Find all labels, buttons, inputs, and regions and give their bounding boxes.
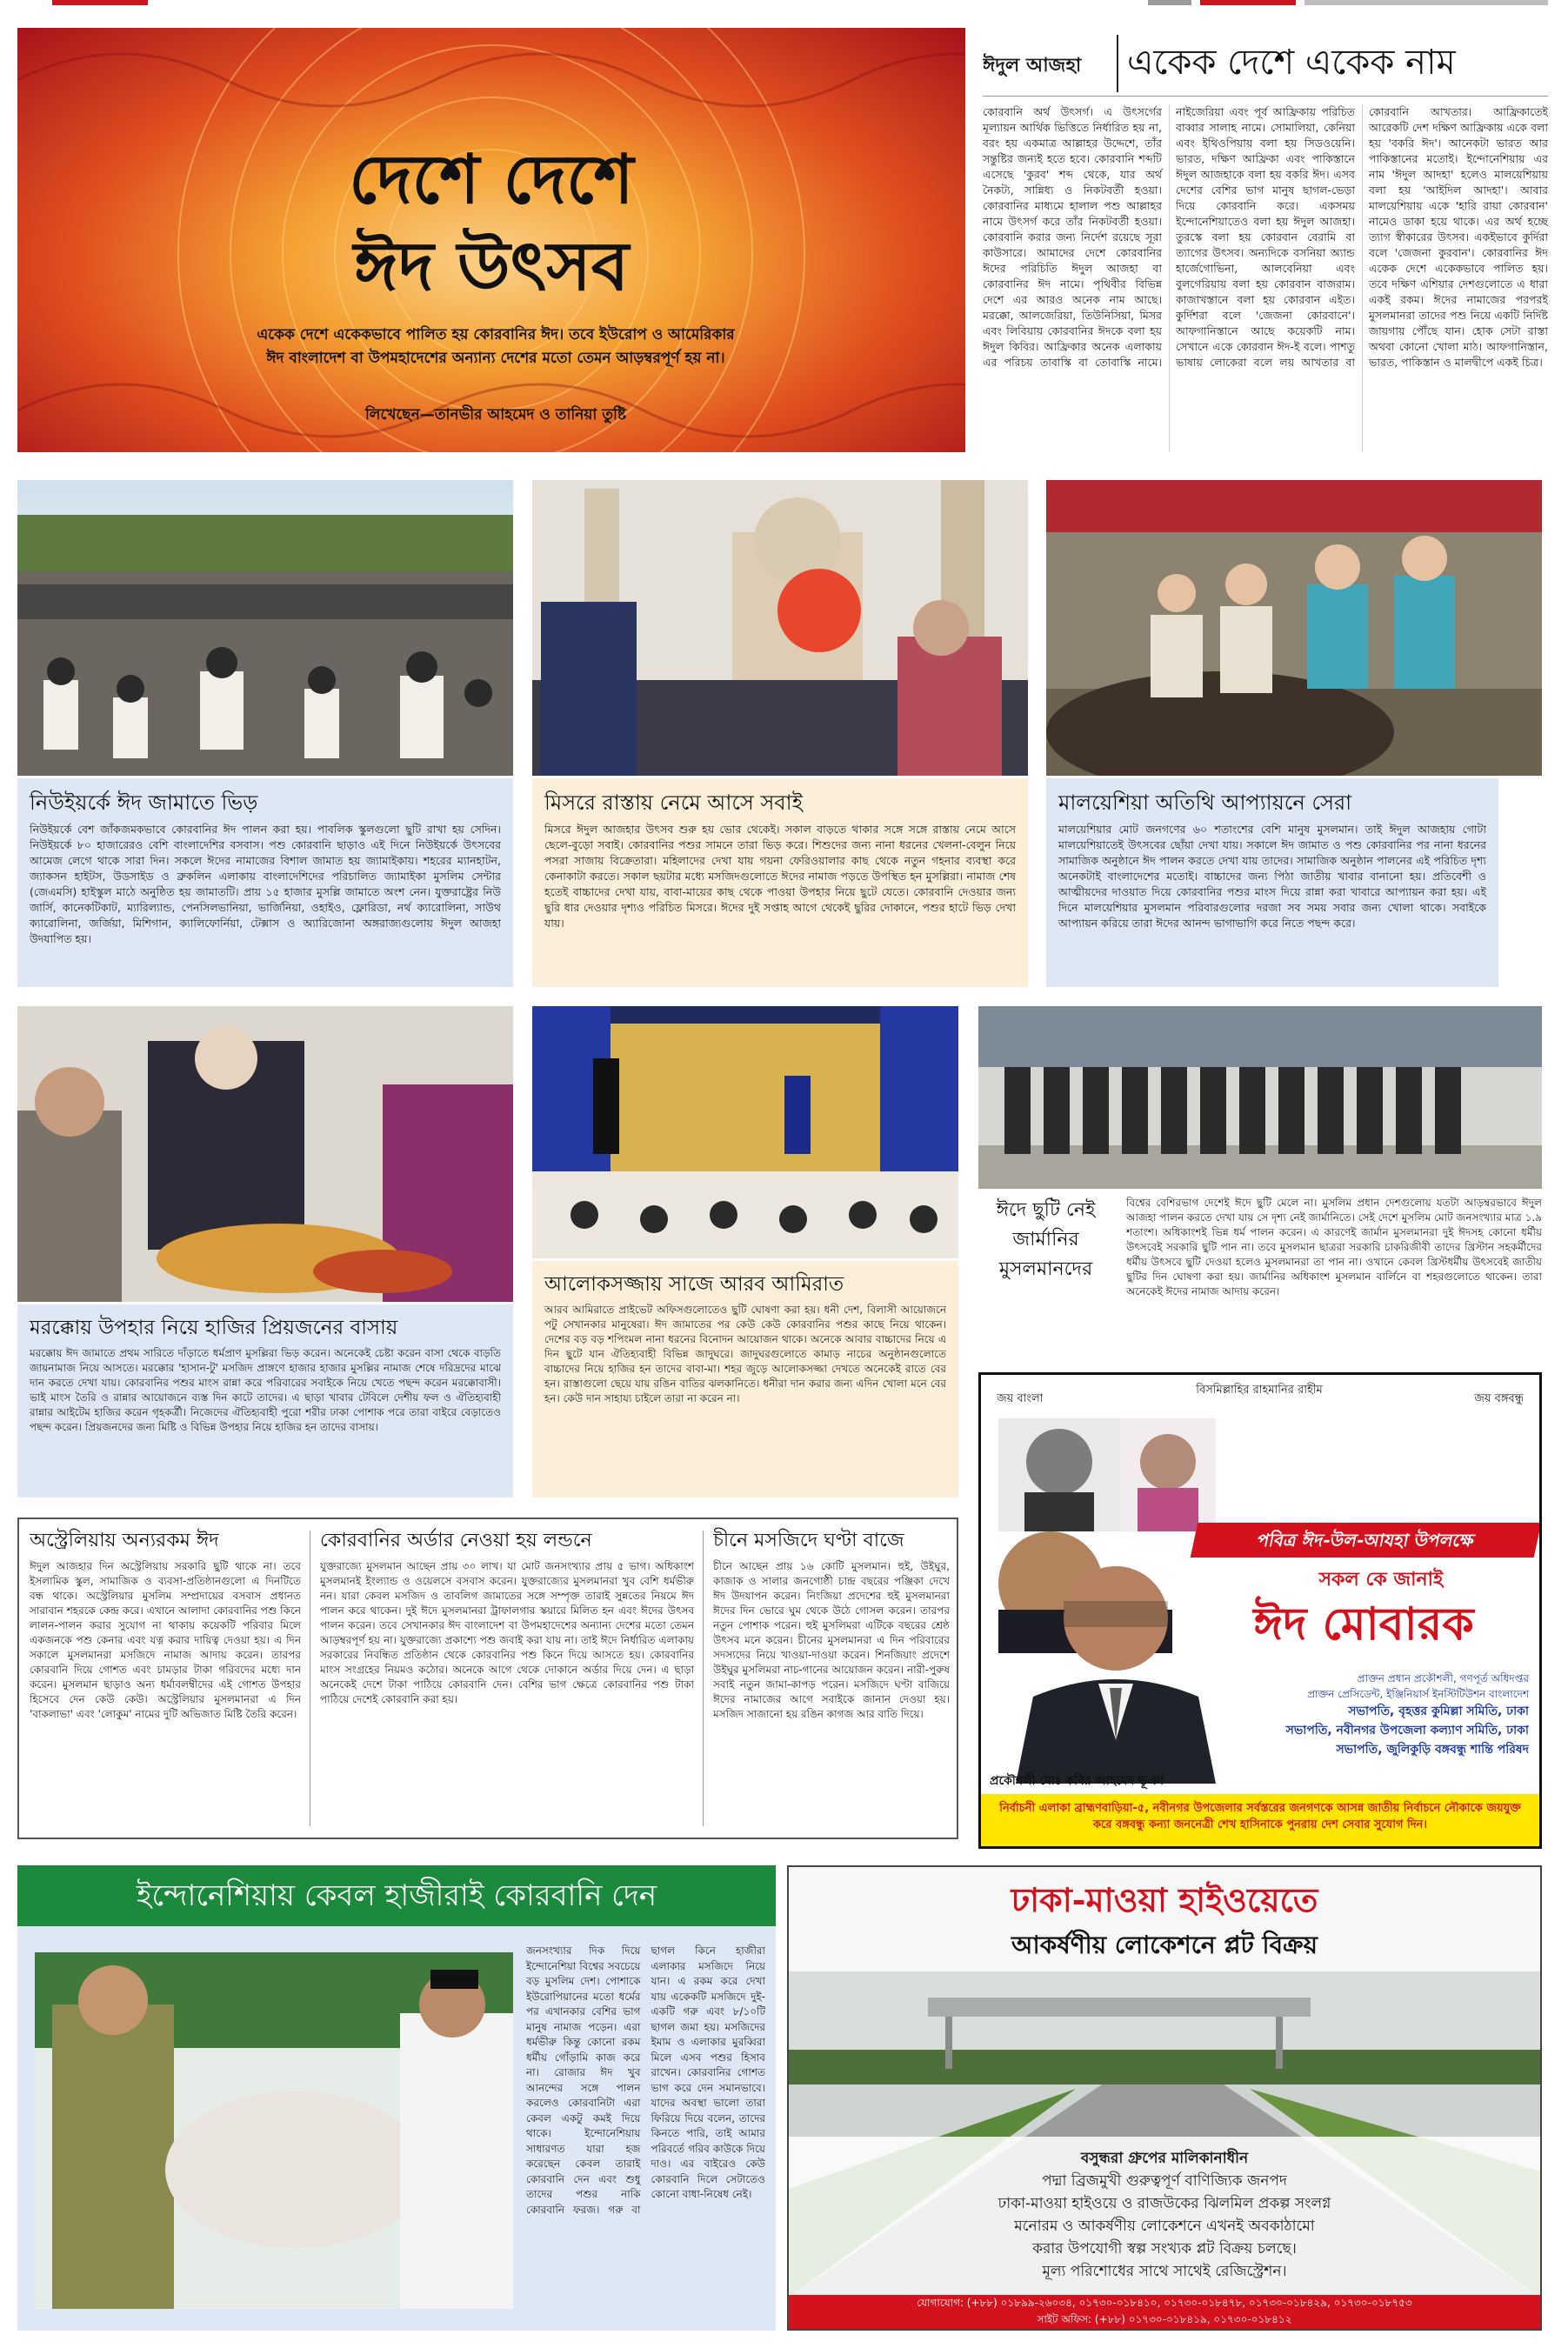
photo-morocco-family bbox=[17, 1006, 513, 1302]
uae-title: আলোকসজ্জায় সাজে আরব আমিরাত bbox=[544, 1273, 844, 1296]
box-malaysia bbox=[1046, 778, 1498, 987]
ad-eid-mubarak bbox=[978, 1372, 1542, 1849]
indonesia-title-bar bbox=[17, 1865, 776, 1926]
ad-eid-role-5: সভাপতি, জুলিকুড়ি বঙ্গবন্ধু শান্তি পরিষদ bbox=[1336, 1743, 1529, 1757]
photo-egypt-street bbox=[532, 480, 1028, 776]
ad-plot-desc-2: পদ্মা ব্রিজমুখী গুরুত্বপূর্ণ বাণিজ্যিক জনপদ bbox=[1042, 2172, 1287, 2190]
top-strip-gray bbox=[1148, 0, 1191, 5]
morocco-title: মরক্কোয় উপহার নিয়ে হাজির প্রিয়জনের বাসায় bbox=[30, 1317, 398, 1339]
hero-banner bbox=[17, 28, 965, 452]
top-strip-red bbox=[52, 0, 148, 5]
box-morocco bbox=[17, 1304, 513, 1498]
top-strip-gray-2 bbox=[1304, 0, 1548, 5]
ad-eid-person-name: প্রকৌশলী মোঃ কবির আহমেদ ভূঞা bbox=[990, 1774, 1164, 1788]
ad-eid-person-photo bbox=[1016, 1540, 1216, 1784]
ad-eid-roles bbox=[1242, 1671, 1529, 1759]
london-body: যুক্তরাজ্যে মুসলমান আছেন প্রায় ৩০ লাখ। যা মোট জনসংখ্যার প্রায় ৫ ভাগ। অধিকাংশ মুসলমানই ইংল্যান্ড ও ওয়েলসে বসবাস করেন। যুক্তরাজ্যের মুসলমানরা খুব বেশি ধর্মভীরু নন। যারা কেবল মসজিদ ও তাবলিগ জামাতের সঙ্গে সম্পৃক্ত তারাই সুন্নতের নিয়মে ঈদ পালন করে থাকেন। দুই ঈদে মুসলমানরা ট্রাফালগার স্কয়ারে মিলিত হন এবং ঈদের উৎসব পালন করেন। তবে সেখানকার ঈদ বাংলাদেশ বা উপমহাদেশের অন্যান্য দেশের মতো তেমন আড়ম্বরপূর্ণ হয় না। যুক্তরাজ্যে প্রকাশ্যে পশু জবাই করা যায় না। তাই ঈদে নির্ধারিত এলাকায় সরকারের নিবন্ধিত প্রতিষ্ঠান থেকে কোরবানির পশু কিনে দিয়ে আসতে হয়। কোরবানির মাংস সংগ্রহের নিয়মও কঠোর। অনেকে আগে থেকে দোকানে অর্ডার দিয়ে দেন। এ ছাড়া অনেকেই দেশে টাকা পাঠিয়ে কোরবানি দেন। বেশির ভাগ ক্ষেত্রে কোরবানির পশু টাকা পাঠিয়ে দেশেই কোরবানি করা হয়। bbox=[320, 1560, 694, 1705]
photo-indonesia-cow bbox=[35, 1952, 513, 2309]
ad-plot-contact bbox=[789, 2295, 1540, 2329]
newyork-body: নিউইয়র্কে বেশ জাঁকজমকভাবে কোরবানির ঈদ পালন করা হয়। পাবলিক স্কুলগুলো ছুটি রাখা হয় সেদিন। নিউইয়র্কে ৮০ হাজারেরও বেশি বাংলাদেশির বসবাস। পশু কোরবানি ছাড়াও এই দিনে নিউইয়র্কে উৎসবের আমেজ লেগে থাকে সারা দিন। সকলে ঈদের নামাজের বিশাল জামাত হয় জ্যামাইকায়। শহরের ম্যানহাটন, জ্যাকসন হাইটস, উডসাইড ও ব্রুকলিন এলাকায় বাংলাদেশিদের পরিচালিত জ্যামাইকা মুসলিম সেন্টার (জেএমসি) হাইস্কুল মাঠে অনুষ্ঠিত হয় জামাতটি। প্রায় ১৫ হাজার মুসল্লি জামাতে অংশ নেন। যুক্তরাষ্ট্রের নিউ জার্সি, কানেকটিকাট, ম্যারিল্যান্ড, পেনসিলভানিয়া, ভার্জিনিয়া, ওহাইও, ফ্লোরিডা, নর্থ ক্যারোলিনা, সাউথ ক্যারোলিনা, জর্জিয়া, মিশিগান, ক্যালিফোর্নিয়া, টেক্সাস ও অ্যারিজোনা অঙ্গরাজ্যগুলোয় ঈদুল আজহা উদযাপিত হয়। bbox=[30, 823, 501, 945]
ad-eid-left-top: জয় বাংলা bbox=[997, 1392, 1044, 1405]
indonesia-body: জনসংখ্যার দিক দিয়ে ইন্দোনেশিয়া বিশ্বের সবচেয়ে বড় মুসলিম দেশ। পোশাকে ইউরোপিয়ানের মতো ধর্মের পর এখানকার বেশির ভাগ মানুষ নামাজ পড়েন। এরা ধর্মভীরু কিন্তু কোনো রকম ধর্মীয় গোঁড়ামি কাজ করে না। রোজার ঈদ খুব আনন্দের সঙ্গে পালন করলেও কোরবানিটা এরা কেবল একটু কমই দিয়ে থাকে। ইন্দোনেশিয়ায় সাধারণত যারা হজ করেছেন কেবল তারাই কোরবানি দেন এবং শুধু তাদের পশুর নাকি কোরবানি ফরজ। গরু বা ছাগল কিনে হাজীরা এলাকার মসজিদে নিয়ে যান। এ রকম করে দেখা যায় একেকটি মসজিদে দুই-একটি গরু এবং ৮/১০টি ছাগল জমা হয়। মসজিদের ইমাম ও এলাকার মুরব্বিরা মিলে এসব পশুর হিসাব রাখেন। কোরবানির গোশত ভাগ করে দেন সমানভাবে। যাদের অবস্থা ভালো তারা ফিরিয়ে দিয়ে বলেন, তাদের কিনতে পারি, তাই আমার পরিবর্তে গরিব কাউকে দিয়ে দাও। এর বাইরেও কেউ কোরবানি দিলে সেটাতেও কোনো বাধা-নিষেধ নেই। bbox=[526, 1944, 765, 2216]
row3-divider-2 bbox=[703, 1531, 704, 1826]
ad-eid-headline: ঈদ মোবারক bbox=[1253, 1598, 1474, 1651]
ad-eid-line2: সকল কে জানাই bbox=[1318, 1569, 1444, 1591]
ad-plot-desc bbox=[824, 2147, 1505, 2283]
indonesia-title: ইন্দোনেশিয়ায় কেবল হাজীরাই কোরবানি দেন bbox=[136, 1878, 657, 1913]
uae-body: আরব আমিরাতে প্রাইভেট অফিসগুলোতেও ছুটি ঘোষণা করা হয়। ধনী দেশ, বিলাসী আয়োজনে পটু সেখানকার মানুষেরা। ঈদ জামাতের পর কেউ কেউ কোরবানির পশুর কাছে নিয়ে থাকেন। দেশের বড় বড় শপিংমল নানা ধরনের বিনোদন আয়োজন থাকে। অনেকে আবার বাচ্চাদের নিয়ে এ দিন ছুটে যান ঐতিহ্যবাহী বিভিন্ন জাদুঘরে। জাদুঘরগুলোতে কামাড় নাচের অনুষ্ঠানগুলোতে বাচ্চাদের নিয়ে হাজির হন তাদের বাবা-মা। শহর জুড়ে আলোকসজ্জা দেখতে অনেকেই রাতে বের হন। রাস্তাগুলো ছেয়ে যায় রঙিন বাতির ঝলকানিতে। ধনীরা দান করার জন্য এদিন খোলা মনে বের হন। কেউ দান সাহায্য চাইলে তারা না করেন না। bbox=[544, 1304, 946, 1404]
australia-body: ঈদুল আজহার দিন অস্ট্রেলিয়ায় সরকারি ছুটি থাকে না। তবে ইসলামিক স্কুল, সামাজিক ও ব্যবসা-প্রতিষ্ঠানগুলো এ দিনটিতে বন্ধ থাকে। অস্ট্রেলিয়ার মুসলিম সম্প্রদায়ের বসবাস প্রধানত সারাবান শহরকে কেন্দ্র করে। এখানে আলাদা কোরবানির পশু কিনে লালন-পালন করার সুযোগ না থাকায় কয়েকটি পরিবার মিলে একজনকে পশু কেনার এবং যত্ন করার দায়িত্ব দেওয়া হয়। এ দিন সকালে মুসলমানরা মসজিদে নামাজ আদায় করেন। তারপর কোরবানি দিয়ে গোশত এবং চামড়ার টাকা গরিবদের মধ্যে দান করেন। মুসলমান ছাড়াও অন্য ধর্মাবলম্বীদের এই গোশত উপহার হিসেবে দেন কেউ কেউ। অস্ট্রেলিয়ার মুসলমানরা এ দিন 'বাকলাভা' এবং 'লোকুম' নামের দুটি অভিজাত মিষ্টি তৈরি করেন। bbox=[30, 1560, 301, 1720]
names-body: কোরবানি অর্থ উৎসর্গ। এ উৎসর্গের মূল্যায়ন আর্থিক ভিত্তিতে নির্ধারিত হয় না, বরং হয় একমাত্র আল্লাহর উদ্দেশে, তাঁর সন্তুষ্টির জন্যই হতে হবে। কোরবানি শব্দটি এসেছে 'কুরব' শব্দ থেকে, যার অর্থ নৈকট্য, সান্নিধ্য ও নিকটবর্তী হওয়া। কোরবানির মাধ্যমে হালাল পশু আল্লাহর নামে উৎসর্গ করে তাঁর নিকটবর্তী হওয়া। কোরবানি করার জন্য নির্দেশ রয়েছে সূরা কাউসারে। আমাদের দেশে কোরবানির ঈদের পরিচিতি ঈদুল আজহা বা কোরবানির ঈদ নামে। পৃথিবীর বিভিন্ন দেশে এর আরও অনেক নাম আছে। মরক্কো, আলজেরিয়া, তিউনিসিয়া, মিসর এবং লিবিয়ায় কোরবানির ঈদকে বলা হয় ঈদুল কিবির। আফ্রিকার অনেক এলাকায় এর পরিচয় তাবাস্কি বা তোবাস্কি নামে। নাইজেরিয়া এবং পূর্ব আফ্রিকায় পরিচিত বাব্বার সালাহ নামে। সোমালিয়া, কেনিয়া এবং ইথিওপিয়ায় বলা হয় সিডওয়েনি। ভারত, দক্ষিণ আফ্রিকা এবং পাকিস্তানে ঈদুল আজহাকে বলা হয় বকরি ঈদ। এসব দেশের বেশির ভাগ মানুষ ছাগল-ভেড়া দিয়ে কোরবানি করে। একসময় ইন্দোনেশিয়াতেও বলা হয় ঈদুল আজহা। তুরস্কে বলা হয় কোরবান বেরামি বা ত্যাগের উৎসব। অন্যদিকে বসনিয়া অ্যান্ড হার্জেগোভিনা, আলবেনিয়া এবং বুলগেরিয়ায় বলা হয় কোরবান বাজরাম। কাজাখস্তানে বলা হয় কোরবান এইত। কুর্দিশরা বলে 'জেজনা কোরবানে'। আফগানিস্তানে আছে কয়েকটি নাম। সেখানে একে কোরবান ঈদ-ই বলে। পাশতু ভাষায় লোকেরা বলে লয় আখতার বা কোরবানি আখতার। আফ্রিকাতেই আরেকটি দেশ দক্ষিণ আফ্রিকায় একে বলা হয় 'বকরি ঈদ'। আনেকটা ভারত আর পাকিস্তানের মতোই। ইন্দোনেশিয়ায় এর নাম 'ঈদুল আদহা' হলেও মালয়েশিয়ায় বলা হয় 'আইদিল আদহা'। আবার মালয়েশিয়ায় একে 'হারি রায়া কোরবান' নামেও ডাকা হয়ে থাকে। এর অর্থ হচ্ছে ত্যাগ স্বীকারের উৎসব। একইভাবে কুর্দিরা বলে 'জেজনা কুরবান'। কোরবানির ঈদ একেক দেশে একেকভাবে পালিত হয়। তবে দক্ষিণ এশিয়ার দেশগুলোতে এ ধারা একই রকম। ঈদের নামাজের পরপরই মুসলমানরা তাদের পশু নিয়ে একটি নির্দিষ্ট জায়গায় পৌঁছে যান। হোক সেটা রাস্তা অথবা কোনো খোলা মাঠ। আফগানিস্তান, ভারত, পাকিস্তান ও মালদ্বীপে একই চিত্র। bbox=[983, 105, 1548, 369]
box-uae bbox=[532, 1261, 958, 1498]
ad-eid-role-2: প্রাক্তন প্রেসিডেন্ট, ইঞ্জিনিয়ার্স ইনস্টিটিউশন বাংলাদেশ bbox=[1307, 1688, 1529, 1700]
hero-byline: লিখেছেন—তানভীর আহমেদ ও তানিয়া তুষ্টি bbox=[364, 406, 627, 424]
ad-eid-role-3: সভাপতি, বৃহত্তর কুমিল্লা সমিতি, ঢাকা bbox=[1348, 1704, 1529, 1718]
china-body: চীনে আছেন প্রায় ১৬ কোটি মুসলমান। হুই, উইঘুর, কাজাক ও সালার জনগোষ্ঠী চান্দ্র বছরের পঞ্জিকা দেখে ঈদ উদযাপন করেন। নিংজিয়া প্রদেশের হুই মুসলমানরা ঈদের দিন ভোরে ঘুম থেকে উঠে গোসল করেন। তারপর নতুন পোশাক পরেন। হুই মুসলিমরা এটিকে বছরের শ্রেষ্ঠ উৎসব মনে করেন। চীনের মুসলমানরা এ দিন পরিবারের সদস্যদের নিয়ে খাওয়া-দাওয়া করেন। শিনজিয়াং প্রদেশে উইঘুর মুসলিমরা নাচ-গানের আয়োজন করেন। নারী-পুরুষ সবাই নতুন জামা-কাপড় পরেন। মসজিদে ঘণ্টা বাজিয়ে ঈদের নামাজের আগে সবাইকে জানান দেওয়া হয়। মসজিদ সাজানো হয় রঙিন কাগজ আর বাতি দিয়ে। bbox=[713, 1560, 950, 1720]
ad-eid-role-4: সভাপতি, নবীনগর উপজেলা কল্যাণ সমিতি, ঢাকা bbox=[1285, 1724, 1529, 1738]
photo-malaysia-children bbox=[1046, 480, 1542, 776]
china-title: চীনে মসজিদে ঘণ্টা বাজে bbox=[713, 1530, 904, 1551]
ad-eid-footer: নির্বাচনী এলাকা ব্রাহ্মণবাড়িয়া-৫, নবীনগর উপজেলার সর্বস্তরের জনগণকে আসন্ন জাতীয় নির্বাচনে নৌকাকে জয়যুক্ত করে বঙ্গবন্ধু কন্যা জননেত্রী শেখ হাসিনাকে পুনরায় দেশ সেবার সুযোগ দিন। bbox=[981, 1794, 1539, 1846]
malaysia-title: মালয়েশিয়া অতিথি আপ্যায়নে সেরা bbox=[1058, 790, 1352, 815]
hero-title-line2: ঈদ উৎসব bbox=[353, 228, 630, 306]
box-egypt bbox=[532, 778, 1028, 987]
names-underline bbox=[983, 96, 1548, 97]
photo-uae-stage bbox=[532, 1006, 958, 1258]
story-australia bbox=[30, 1526, 301, 1831]
germany-title: ঈদে ছুটি নেই জার্মানির মুসলমানদের bbox=[996, 1199, 1096, 1280]
ad-plot-contact-1: যোগাযোগ: (+৮৮) ০১৮৯৯-২৬০৩৪, ০১৭৩০-০১৮৪১০, ০১৭৩০-০১৮৪৭৮, ০১৭৩০-০১৮৪২৯, ০১৭৩০-০১৮৭৫৩ bbox=[917, 2297, 1412, 2309]
ad-plot-desc-4: মনোরম ও আকর্ষণীয় লোকেশনে এখনই অবকাঠামো bbox=[1014, 2218, 1315, 2235]
ad-plot-subtitle: আকর্ষণীয় লোকেশনে প্লট বিক্রয় bbox=[1011, 1931, 1318, 1959]
ad-plot-desc-6: মূল্য পরিশোধের সাথে সাথেই রেজিস্ট্রেশন। bbox=[1042, 2263, 1287, 2280]
ad-eid-banner: পবিত্র ঈদ-উল-আযহা উপলক্ষে bbox=[1191, 1523, 1542, 1558]
hero-title-line1: দেশে দেশে bbox=[349, 141, 634, 219]
hero-subtitle: একেক দেশে একেকভাবে পালিত হয় কোরবানির ঈদ। তবে ইউরোপ ও আমেরিকার ঈদ বাংলাদেশ বা উপমহাদেশের অন্যান্য দেশের মতো তেমন আড়ম্বরপূর্ণ হয় না। bbox=[257, 326, 735, 367]
ad-plot-contact-2: সাইট অফিস: (+৮৮) ০১৭৩০-০১৮৪১৯, ০১৭৩০-০১৮৪১২ bbox=[1037, 2313, 1292, 2325]
egypt-body: মিসরে ঈদুল আজহার উৎসব শুরু হয় ভোর থেকেই। সকাল বাড়তে থাকার সঙ্গে সঙ্গে রাস্তায় নেমে আসে ছেলে-বুড়ো সবাই। কোরবানির পশুর সামনে তারা ভিড় করে। শিশুদের জন্য নানা ধরনের খেলনা-বেলুন নিয়ে পসরা সাজায় বিক্রেতারা। মহিলাদের দেখা যায় গয়না ফেরিওয়ালার কাছ থেকে নতুন গহনার ব্যবস্থা করে কেনাকাটা করতে। সকাল ছয়টার মধ্যে মসজিদগুলোতে ঈদের নামাজ পড়তে উপস্থিত হন মুসল্লিরা। নামাজ শেষ হতেই বাচ্চাদের দেখা যায়, বাবা-মায়ের কাছ থেকে পাওয়া উপহার নিয়ে ছুটে যেতে। কোরবানি দেওয়ার জন্য ছুরি ধার দেওয়ার দৃশ্যও পরিচিত মিসরে। ঈদের দুই সপ্তাহ আগে থেকেই ছুরির দোকানে, পশুর হাটে ভিড় দেখা যায়। bbox=[544, 823, 1016, 930]
photo-germany-prayer bbox=[978, 1006, 1542, 1189]
ad-eid-role-1: প্রাক্তন প্রধান প্রকৌশলী, গণপূর্ত অধিদপ্তর bbox=[1357, 1672, 1529, 1684]
names-title: একেক দেশে একেক নাম bbox=[1127, 43, 1456, 83]
ad-plot-title: ঢাকা-মাওয়া হাইওয়েতে bbox=[1011, 1880, 1318, 1919]
story-china bbox=[713, 1526, 950, 1831]
egypt-title: মিসরে রাস্তায় নেমে আসে সবাই bbox=[544, 790, 804, 815]
names-kicker: ঈদুল আজহা bbox=[983, 54, 1082, 77]
malaysia-body: মালয়েশিয়ার মোট জনগণের ৬০ শতাংশের বেশি মানুষ মুসলমান। তাই ঈদুল আজহায় গোটা মালয়েশিয়াতেই উৎসবের ছোঁয়া দেখা যায়। সকালে ঈদ জামাত ও পশু কোরবানির পর নানা ধরনের সামাজিক অনুষ্ঠানে ঈদ পালন করতে দেখা যায় তাদের। সামাজিক অনুষ্ঠান পালনের এই পরিচিত দৃশ্য অনেকটাই বাংলাদেশের মতোই। বাচ্চাদের জন্য পিঠা জাতীয় খাবার বানানো হয়। প্রতিবেশী ও আত্মীয়দের দাওয়াত দিয়ে কোরবানির পশুর মাংস দিয়ে রান্না করা খাবারে আপ্যায়ন করা হয়। এই দিনে মালয়েশিয়ার মুসলমান পরিবারগুলোর দরজা সব সময় সবার জন্য খোলা থাকে। সবাইকে আপ্যায়ন করিয়ে তারা ঈদের আনন্দ ভাগাভাগি করে নিতে পছন্দ করে। bbox=[1058, 823, 1486, 930]
ad-plot-desc-5: করার উপযোগী স্বল্প সংখ্যক প্লট বিক্রয় চলছে। bbox=[1032, 2240, 1297, 2258]
box-newyork bbox=[17, 778, 513, 987]
ad-plot-desc-1: বসুন্ধরা গ্রুপের মালিকানাধীন bbox=[1080, 2150, 1249, 2167]
names-title-divider bbox=[1117, 35, 1118, 92]
top-strip-red-2 bbox=[1200, 0, 1296, 5]
ad-plot-desc-3: ঢাকা-মাওয়া হাইওয়ে ও রাজউকের ঝিলমিল প্রকল্প সংলগ্ন bbox=[998, 2195, 1331, 2212]
story-london bbox=[320, 1526, 694, 1831]
ad-eid-right-top: জয় বঙ্গবন্ধু bbox=[1474, 1392, 1524, 1405]
ad-plot bbox=[787, 1865, 1542, 2331]
photo-newyork-prayer bbox=[17, 480, 513, 776]
ad-eid-center-top: বিসমিল্লাহির রাহমানির রাহীম bbox=[1196, 1384, 1323, 1397]
newyork-title: নিউইয়র্কে ঈদ জামাতে ভিড় bbox=[30, 790, 258, 815]
london-title: কোরবানির অর্ডার নেওয়া হয় লন্ডনে bbox=[320, 1530, 592, 1551]
germany-body: বিশ্বের বেশিরভাগ দেশেই ঈদে ছুটি মেলে না। মুসলিম প্রধান দেশগুলোয় যতটা আড়ম্বরভাবে ঈদুল আজহা পালন করতে দেখা যায় সে দৃশ্য নেই জার্মানিতে। সেই দেশে মুসলিম মোট জনসংখ্যার মাত্র ১.৯ শতাংশ। অধিকাংশই ভিন্ন ধর্ম পালন করেন। এ কারণেই জার্মান মুসলমানরা দুই ঈদসহ কোনো ধর্মীয় উৎসবেই সরকারি ছুটি পান না। তবে মুসলমান ছাত্ররা সরকারি চাকরিজীবী তাদের খ্রিস্টান সহকর্মীদের ধর্মীয় উৎসবে ছুটি দেওয়া হলেও মুসলমানরা তা পান না। ওখানে কেবল খ্রিস্টধর্মীয় উৎসবেই জাতীয় ছুটির দিন ঘোষণা করা হয়। জার্মানির অধিকাংশ মুসলমান বার্লিনে বা শহরগুলোতে থাকেন। তারা অনেকেই ঈদের নামাজ আদায় করেন। bbox=[1126, 1197, 1542, 1297]
morocco-body: মরক্কোয় ঈদ জামাতে প্রথম সারিতে দাঁড়াতে ধর্মপ্রাণ মুসল্লিরা ভিড় করেন। অনেকেই চেষ্টা করেন বাসা থেকে বাড়তি জায়নামাজ নিয়ে আসতে। মরক্কোর 'হাসান-টু' মসজিদ প্রাঙ্গণে হাজার হাজার মুসল্লির নামাজ শেষে দরিদ্রদের মাঝে দান করতে দেখা যায়। কোরবানির পশুর মাংস রান্না করে পরিবারের সবাইকে নিয়ে খেতে পছন্দ করেন মরক্কোবাসী। ভাই মাংস তৈরি ও রান্নার আয়োজনে ব্যস্ত দিন কাটে তাদের। এ ছাড়া খাবার টেবিলে দেশীয় ফল ও ঐতিহ্যবাহী রান্নার আইটেম হাজির করেন গৃহকর্ত্রী। নিজেদের ঐতিহ্যবাহী পুরো শরীর ঢাকা পোশাক পরে তারা বাইরে বেড়াতেও পছন্দ করেন। প্রিয়জনদের জন্য মিষ্টি ও বিভিন্ন উপহার নিয়ে হাজির হন তাদের বাসায়। bbox=[30, 1347, 501, 1433]
australia-title: অস্ট্রেলিয়ায় অন্যরকম ঈদ bbox=[30, 1530, 219, 1551]
